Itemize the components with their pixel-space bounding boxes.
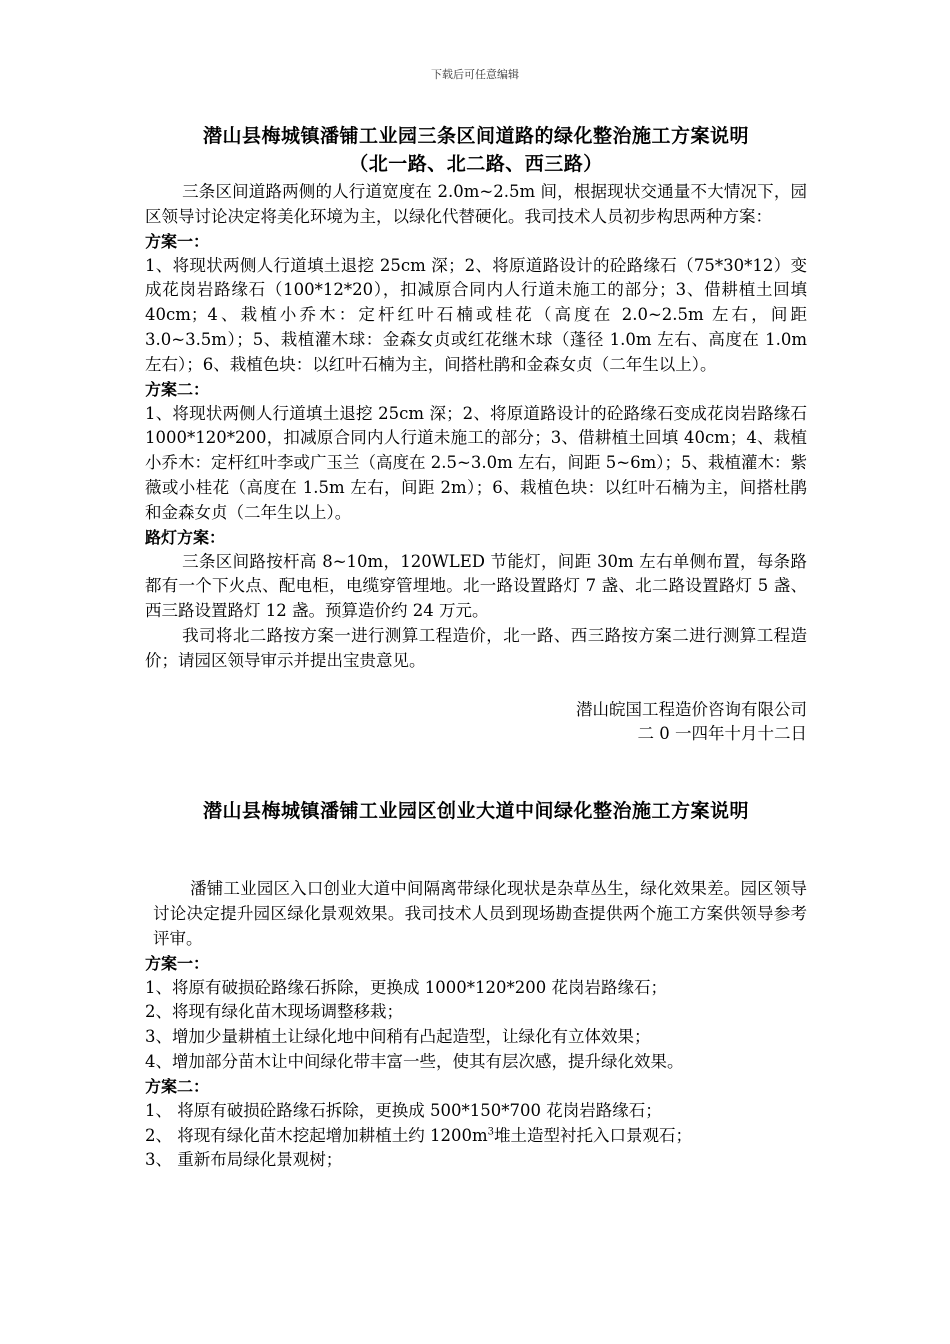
doc2-plan2-heading: 方案二： [145, 1076, 210, 1096]
doc1-plan1-heading: 方案一： [145, 231, 210, 251]
doc2-plan2-item-3: 3、 重新布局绿化景观树； [145, 1150, 343, 1170]
document-body [145, 122, 807, 1173]
doc2-plan2-item-2-post: 堆土造型衬托入口景观石； [494, 1125, 692, 1145]
doc2-plan2-item-1: 1、 将原有破损砼路缘石拆除，更换成 500*150*700 花岗岩路缘石； [145, 1100, 662, 1120]
doc1-signature-company: 潜山皖国工程造价咨询有限公司 [576, 699, 807, 719]
doc1-plan1-text: 1、将现状两侧人行道填土退挖 25cm 深；2、将原道路设计的砼路缘石（75*30*12）变成花岗岩路缘石（100*12*20），扣减原合同内人行道未施工的部分；3、借耕植土回填 40cm；4、栽植小乔木：定杆红叶石楠或桂花（高度在 2.0~2.5m 左右，间距 3.0~3.5m）；5、栽植灌木球：金森女贞或红花继木球（蓬径 1.0m 左右、高度在 1.0m 左右）；6、栽植色块：以红叶石楠为主，间搭杜鹃和金森女贞（二年生以上）。 [145, 255, 807, 374]
doc2-plan2-item-2-pre: 2、 将现有绿化苗木挖起增加耕植土约 1200m [145, 1125, 488, 1145]
page-header-note: 下载后可任意编辑 [431, 68, 519, 81]
doc2-plan2-item-2-sup: 3 [487, 1126, 494, 1138]
doc1-conclusion: 我司将北二路按方案一进行测算工程造价，北一路、西三路按方案二进行测算工程造价；请园区领导审示并提出宝贵意见。 [145, 625, 807, 670]
doc2-plan2-item-2 [145, 1124, 807, 1149]
doc2-plan1-item-1: 1、将原有破损砼路缘石拆除，更换成 1000*120*200 花岗岩路缘石； [145, 977, 667, 997]
doc1-plan2-heading: 方案二： [145, 379, 210, 399]
doc2-plan1-heading: 方案一： [145, 953, 210, 973]
doc1-intro: 三条区间道路两侧的人行道宽度在 2.0m~2.5m 间，根据现状交通量不大情况下，园区领导讨论决定将美化环境为主，以绿化代替硬化。我司技术人员初步构思两种方案： [145, 182, 807, 226]
doc2-title: 潜山县梅城镇潘铺工业园区创业大道中间绿化整治施工方案说明 [202, 800, 749, 823]
doc1-title-line2: （北一路、北二路、西三路） [349, 153, 603, 175]
doc1-plan2-text: 1、将现状两侧人行道填土退挖 25cm 深；2、将原道路设计的砼路缘石变成花岗岩路缘石 1000*120*200，扣减原合同内人行道未施工的部分；3、借耕植土回填 40cm；4、栽植小乔木：定杆红叶李或广玉兰（高度在 2.5~3.0m 左右，间距 5~6m）；5、栽植灌木：紫薇或小桂花（高度在 1.5m 左右，间距 2m）；6、栽植色块：以红叶石楠为主，间搭杜鹃和金森女贞（二年生以上）。 [145, 403, 807, 522]
doc2-intro: 潘铺工业园区入口创业大道中间隔离带绿化现状是杂草丛生，绿化效果差。园区领导讨论决定提升园区绿化景观效果。我司技术人员到现场勘查提供两个施工方案供领导参考评审。 [153, 879, 807, 948]
doc2-plan1-item-3: 3、增加少量耕植土让绿化地中间稍有凸起造型，让绿化有立体效果； [145, 1027, 651, 1047]
doc1-signature-date: 二 0 一四年十月十二日 [637, 724, 807, 744]
doc2-plan1-item-2: 2、将现有绿化苗木现场调整移栽； [145, 1002, 403, 1022]
doc1-title-line1: 潜山县梅城镇潘铺工业园三条区间道路的绿化整治施工方案说明 [202, 125, 749, 147]
doc2-plan1-item-4: 4、增加部分苗木让中间绿化带丰富一些，使其有层次感，提升绿化效果。 [145, 1051, 684, 1071]
doc1-light-heading: 路灯方案： [145, 527, 226, 547]
doc1-light-text: 三条区间路按杆高 8~10m，120WLED 节能灯，间距 30m 左右单侧布置，每条路都有一个下火点、配电柜，电缆穿管埋地。北一路设置路灯 7 盏、北二路设置路灯 5 盏、西三路设置路灯 12 盏。预算造价约 24 万元。 [145, 551, 807, 621]
